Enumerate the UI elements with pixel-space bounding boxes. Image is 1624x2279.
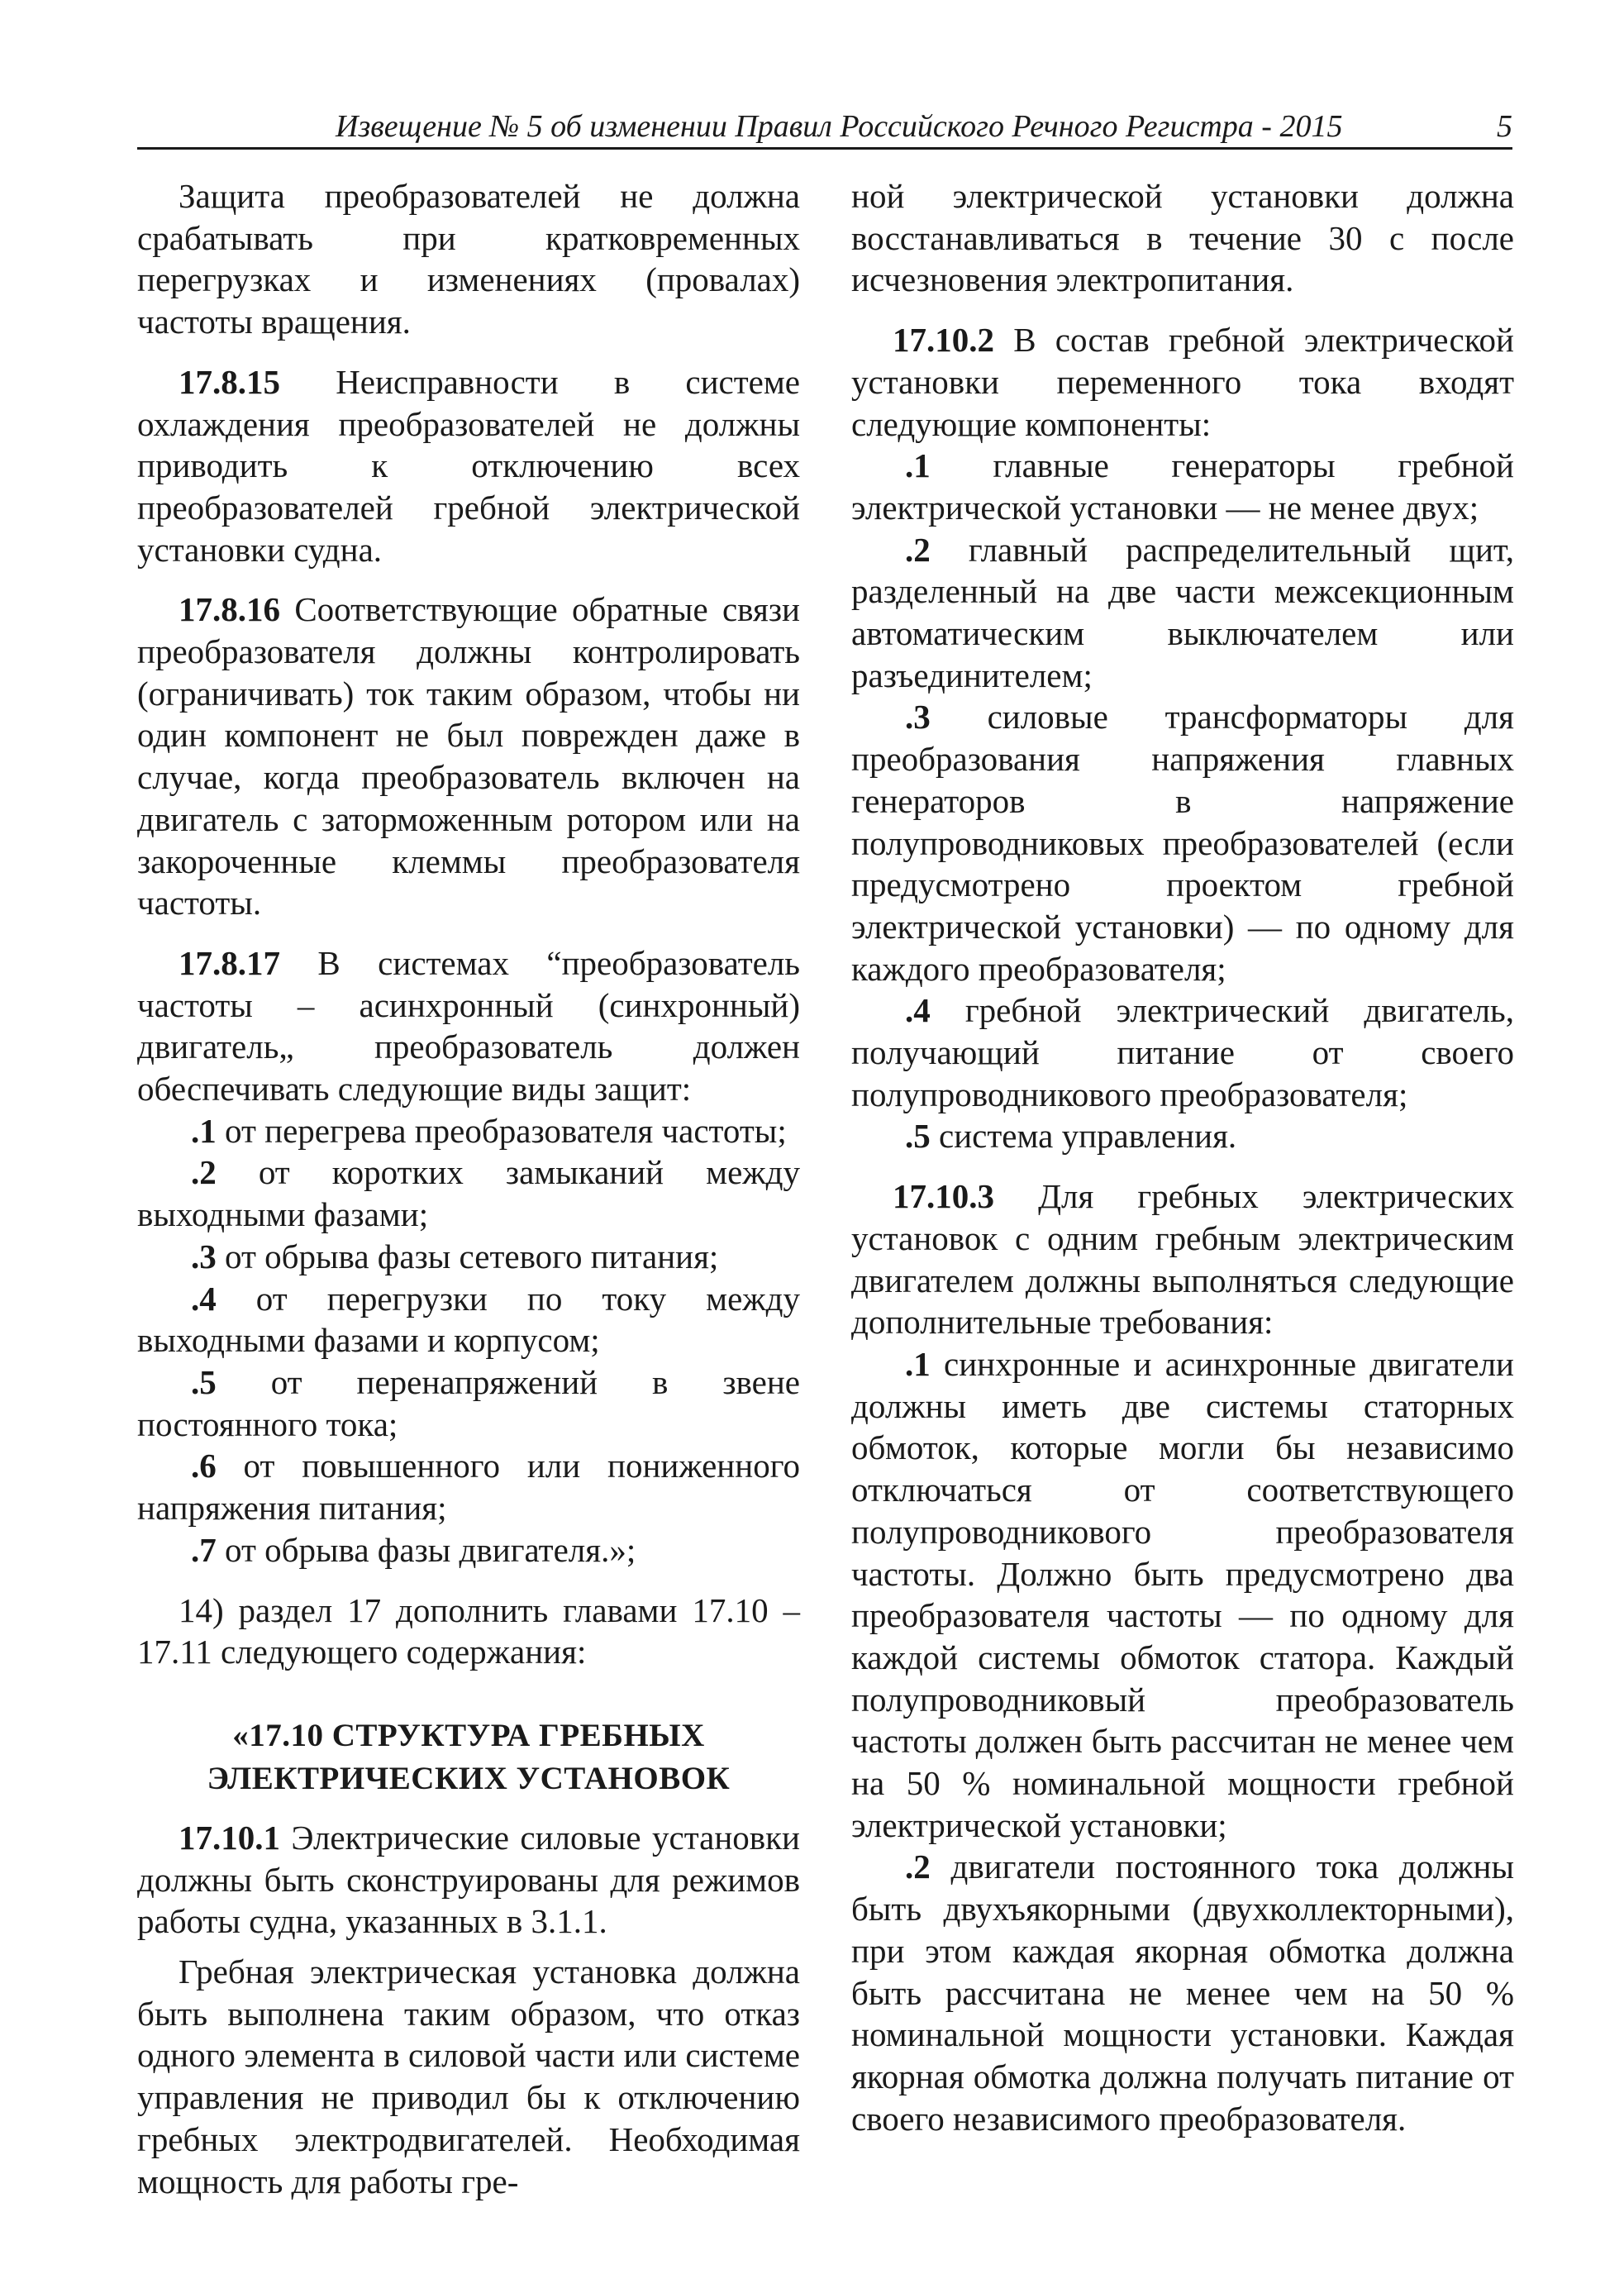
section-heading-line-2: ЭЛЕКТРИЧЕСКИХ УСТАНОВОК: [207, 1760, 731, 1796]
list-item: [851, 696, 1514, 989]
item-text: от повышенного или пониженного напряжения питания;: [137, 1447, 800, 1528]
paragraph-amendment-14: 14) раздел 17 дополнить главами 17.10 – 17.11 следующего содержания:: [137, 1590, 800, 1671]
page-number: 5: [1497, 109, 1512, 144]
paragraph-propulsion: Гребная электрическая установка должна быть выполнена таким образом, что отказ одного элемента в силовой части или системе управления не приводил бы к отключению гребных электродвигателей. Необходимая мощность для работы гре-: [137, 1952, 800, 2200]
paragraph-continuation: ной электрической установки должна восстанавливаться в течение 30 с после исчезновения электропитания.: [851, 177, 1514, 299]
list-item: [851, 1846, 1514, 2139]
clause-17-8-17: [137, 942, 800, 1110]
item-number: .4: [191, 1279, 217, 1318]
list-item: [851, 1115, 1514, 1157]
clause-text: Соответствующие обратные связи преобразователя должны контролировать (ограничивать) ток таким образом, чтобы ни один компонент не был поврежден даже в случае, когда преобразователь включен на двигатель с заторможенным ротором или на закороченные клеммы преобразователя частоты.: [137, 590, 800, 923]
item-number: .1: [905, 1344, 931, 1383]
clause-text: В состав гребной электрической установки переменного тока входят следующие компоненты:: [851, 321, 1514, 443]
item-text: силовые трансформаторы для преобразования напряжения главных генераторов в напряжение полупроводниковых преобразователей (если предусмотрено проектом гребной электрической установки) — по одному для каждого преобразователя;: [851, 698, 1514, 988]
item-text: от коротких замыканий между выходными фазами;: [137, 1153, 800, 1234]
clause-number: 17.8.16: [179, 590, 280, 629]
item-number: .3: [905, 698, 931, 737]
item-number: .4: [905, 991, 931, 1030]
list-item: [137, 1278, 800, 1361]
list-item: [851, 529, 1514, 697]
item-text: система управления.: [930, 1117, 1237, 1156]
item-text: от перегрева преобразователя частоты;: [216, 1111, 787, 1150]
list-item: [137, 1529, 800, 1571]
item-number: .2: [905, 1848, 931, 1886]
item-text: синхронные и асинхронные двигатели должны иметь две системы статорных обмоток, которые могли бы независимо отключаться от соответствующего полупроводникового преобразователя частоты. Должно быть предусмотрено два преобразователя частоты — по одному для каждой системы обмоток статора. Каждый полупроводниковый преобразователь частоты должен быть рассчитан не менее чем на 50 % номинальной мощности гребной электрической установки;: [851, 1344, 1514, 1844]
clause-17-10-1: [137, 1817, 800, 1943]
item-number: .7: [191, 1530, 217, 1569]
list-item: [851, 445, 1514, 528]
item-text: от обрыва фазы двигателя.»;: [216, 1530, 636, 1569]
clause-text: Для гребных электрических установок с одним гребным электрическим двигателем должны выполняться следующие дополнительные требования:: [851, 1177, 1514, 1342]
item-number: .3: [191, 1237, 217, 1275]
paragraph-intro: Защита преобразователей не должна срабатывать при кратковременных перегрузках и изменениях (провалах) частоты вращения.: [137, 177, 800, 341]
left-column: [137, 175, 800, 2202]
clause-17-10-2: [851, 319, 1514, 445]
item-text: от перегрузки по току между выходными фазами и корпусом;: [137, 1279, 800, 1360]
list-item: [137, 1236, 800, 1278]
item-number: .1: [905, 446, 931, 485]
list-item: [851, 1343, 1514, 1846]
item-number: .1: [191, 1111, 217, 1150]
item-text: двигатели постоянного тока должны быть двухъякорными (двухколлекторными), при этом каждая якорная обмотка должна быть рассчитана не менее чем на 50 % номинальной мощности установки. Каждая якорная обмотка должна получать питание от своего независимого преобразователя.: [851, 1848, 1514, 2138]
item-number: .5: [905, 1117, 931, 1156]
list-item: [137, 1445, 800, 1528]
item-text: главные генераторы гребной электрической установки — не менее двух;: [851, 446, 1514, 527]
right-column: [851, 175, 1514, 2139]
header-title: Извещение № 5 об изменении Правил Российского Речного Регистра - 2015: [336, 109, 1343, 144]
clause-number: 17.10.2: [893, 321, 994, 360]
clause-17-8-16: [137, 589, 800, 924]
clause-text: Неисправности в системе охлаждения преобразователей не должны приводить к отключению всех преобразователей гребной электрической установки судна.: [137, 362, 800, 569]
section-heading-line-1: «17.10 СТРУКТУРА ГРЕБНЫХ: [232, 1717, 705, 1753]
clause-17-8-15: [137, 361, 800, 571]
clause-number: 17.8.17: [179, 943, 280, 982]
clause-text: Электрические силовые установки должны быть сконструированы для режимов работы судна, указанных в 3.1.1.: [137, 1818, 800, 1941]
item-number: .5: [191, 1362, 217, 1401]
clause-number: 17.10.3: [893, 1177, 994, 1216]
item-number: .2: [905, 530, 931, 569]
item-text: от перенапряжений в звене постоянного тока;: [137, 1362, 800, 1443]
section-heading: [137, 1714, 800, 1800]
item-text: главный распределительный щит, разделенный на две части межсекционным автоматическим выключателем или разъединителем;: [851, 530, 1514, 694]
running-header: [137, 106, 1512, 150]
list-item: [137, 1361, 800, 1445]
clause-number: 17.10.1: [179, 1818, 280, 1857]
item-text: от обрыва фазы сетевого питания;: [216, 1237, 719, 1275]
clause-text: В системах “преобразователь частоты – асинхронный (синхронный) двигатель„ преобразователь должен обеспечивать следующие виды защит:: [137, 943, 800, 1109]
item-number: .6: [191, 1447, 217, 1485]
clause-17-10-3: [851, 1175, 1514, 1343]
item-number: .2: [191, 1153, 217, 1192]
clause-number: 17.8.15: [179, 362, 280, 401]
list-item: [137, 1110, 800, 1152]
item-text: гребной электрический двигатель, получающий питание от своего полупроводникового преобразователя;: [851, 991, 1514, 1113]
list-item: [137, 1151, 800, 1235]
list-item: [851, 989, 1514, 1115]
